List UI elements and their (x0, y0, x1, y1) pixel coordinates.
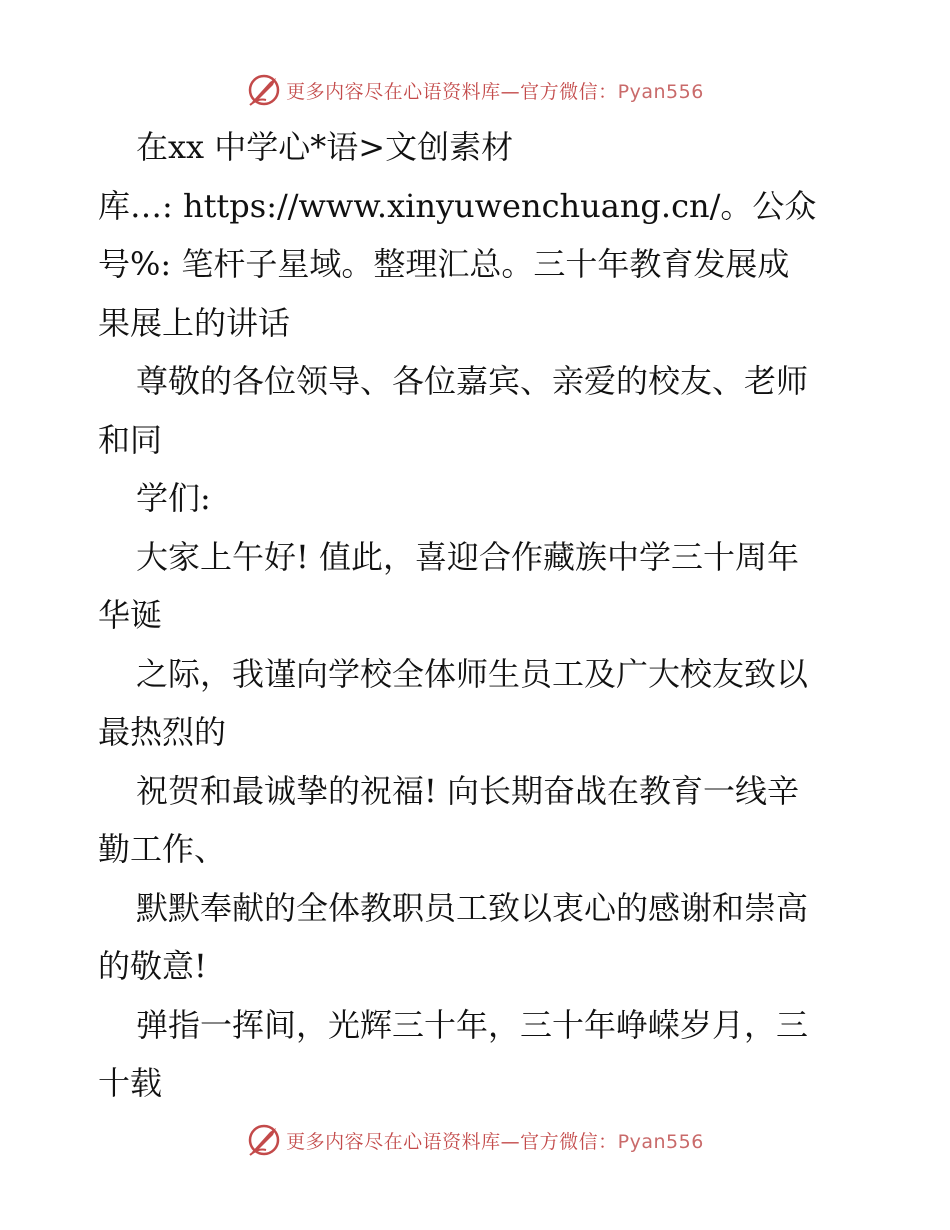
text-line: 的敬意! (98, 947, 207, 985)
text-line: 库…: https://www.xinyuwenchuang.cn/。公众 (98, 186, 817, 225)
text-line: 默默奉献的全体教职员工致以衷心的感谢和崇高 (136, 888, 809, 927)
wechat-id: Pyan556 (617, 80, 704, 103)
text-line: 在xx 中学心*语>文创素材 (136, 128, 514, 166)
text-line: 勤工作、 (98, 830, 227, 868)
quill-pen-logo-icon (246, 1122, 282, 1158)
text-line: 果展上的讲话 (98, 303, 291, 342)
banner-text: 更多内容尽在心语资料库—官方微信：Pyan556 (286, 80, 704, 103)
text-line: 和同 (98, 420, 163, 459)
footer-banner (0, 1120, 950, 1160)
text-line: 华诞 (98, 596, 163, 634)
text-line: 弹指一挥间，光辉三十年，三十年峥嵘岁月，三 (136, 1005, 809, 1044)
text-line: 最热烈的 (98, 713, 227, 751)
wechat-id: Pyan556 (617, 1130, 704, 1153)
banner-text: 更多内容尽在心语资料库—官方微信：Pyan556 (286, 1130, 704, 1153)
text-line: 学们: (136, 479, 211, 517)
text-line: 号%: 笔杆子星域。整理汇总。三十年教育发展成 (98, 245, 790, 283)
text-line: 之际，我谨向学校全体师生员工及广大校友致以 (136, 654, 809, 693)
quill-pen-logo-icon (246, 72, 282, 108)
text-line: 祝贺和最诚挚的祝福! 向长期奋战在教育一线辛 (136, 771, 800, 810)
text-line: 尊敬的各位领导、各位嘉宾、亲爱的校友、老师 (136, 362, 809, 400)
document-body (98, 118, 858, 1113)
header-banner (0, 70, 950, 110)
text-line: 十载 (98, 1064, 163, 1102)
text-line: 大家上午好! 值此，喜迎合作藏族中学三十周年 (136, 537, 800, 576)
